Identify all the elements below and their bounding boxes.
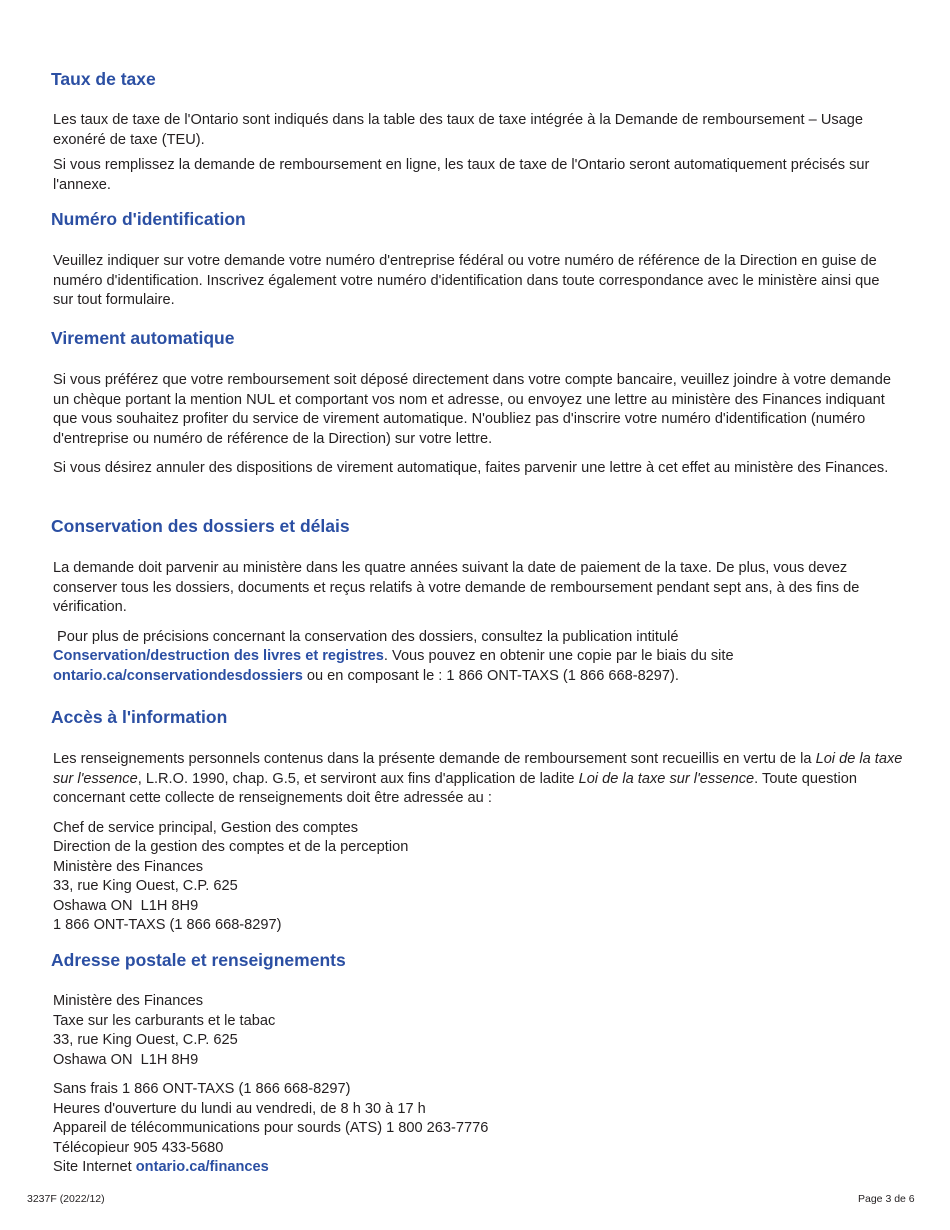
section-access [53, 750, 903, 936]
mailing-address [53, 992, 903, 1070]
finances-website-link[interactable]: ontario.ca/finances [135, 1159, 269, 1175]
tax-rates-paragraph-1: Les taux de taxe de l'Ontario sont indiqués dans la table des taux de taxe intégrée à la Demande de remboursement – Usage exonéré de taxe (TEU). [53, 112, 864, 148]
address-line: Oshawa ON L1H 8H9 [53, 897, 199, 914]
address-line: Ministère des Finances [53, 858, 204, 875]
contact-line: Télécopieur 905 433-5680 [53, 1139, 224, 1156]
heading-direct-deposit: Virement automatique [51, 328, 235, 348]
contact-line: Appareil de télécommunications pour sourds (ATS) 1 800 263-7776 [53, 1120, 489, 1136]
records-paragraph-1: La demande doit parvenir au ministère dans les quatre années suivant la date de paiement de la taxe. De plus, vous devez conserver tous les dossiers, documents et reçus relatifs à votre demande de remboursement pendant sept ans, à des fins de vérification. [53, 560, 860, 615]
access-text-b: , L.R.O. 1990, chap. G.5, et serviront aux fins d'application de ladite [137, 770, 579, 787]
heading-tax-rates: Taux de taxe [51, 69, 156, 89]
access-text-c: . Toute question concernant cette collecte de renseignements doit être adressée au : [53, 770, 857, 806]
access-text-a: Les renseignements personnels contenus dans la présente demande de remboursement sont recueillis en vertu de la [53, 751, 816, 767]
access-contact-address [53, 819, 903, 936]
contact-line: Sans frais 1 866 ONT-TAXS (1 866 668-8297) [53, 1081, 351, 1097]
direct-deposit-paragraph-2: Si vous désirez annuler des dispositions de virement automatique, faites parvenir une lettre à cet effet au ministère des Finances. [53, 460, 889, 476]
direct-deposit-paragraph-1: Si vous préférez que votre remboursement soit déposé directement dans votre compte bancaire, veuillez joindre à votre demande un chèque portant la mention NUL et comportant vos nom et adresse, ou envoyez une lettre au ministère des Finances indiquant que vous souhaitez profiter du service de virement automatique. N'oubliez pas d'inscrire votre numéro d'identification (numéro d'entreprise ou numéro de référence de la Direction) sur votre lettre. [53, 372, 891, 447]
section-records [53, 559, 903, 686]
page-number: Page 3 de 6 [858, 1193, 915, 1205]
heading-access: Accès à l'information [51, 707, 228, 727]
heading-records: Conservation des dossiers et délais [51, 516, 350, 536]
website-line [53, 1158, 903, 1178]
records-intro-text: Pour plus de précisions concernant la conservation des dossiers, consultez la publication intitulé [53, 628, 679, 645]
section-identification [53, 252, 903, 311]
access-law-title-1: Loi de la taxe sur l'essence [53, 751, 903, 787]
records-website-link[interactable]: ontario.ca/conservationdesdossiers [53, 667, 303, 684]
records-publication-link[interactable]: Conservation/destruction des livres et registres [53, 648, 384, 664]
records-middle-text: . Vous pouvez en obtenir une copie par le biais du site [383, 648, 734, 664]
mailing-contact [53, 1080, 903, 1178]
website-label: Site Internet [53, 1159, 136, 1175]
records-phone-text: ou en composant le : 1 866 ONT-TAXS (1 866 668-8297). [302, 667, 679, 684]
address-line: 33, rue King Ouest, C.P. 625 [53, 878, 238, 894]
address-line: Chef de service principal, Gestion des comptes [53, 819, 358, 836]
access-paragraph [53, 750, 903, 809]
section-direct-deposit [53, 371, 903, 479]
contact-line: Heures d'ouverture du lundi au vendredi, de 8 h 30 à 17 h [53, 1100, 426, 1117]
address-line: 1 866 ONT-TAXS (1 866 668-8297) [53, 917, 282, 933]
address-line: 33, rue King Ouest, C.P. 625 [53, 1032, 238, 1048]
address-line: Oshawa ON L1H 8H9 [53, 1051, 199, 1068]
access-law-title-2: Loi de la taxe sur l'essence [578, 770, 755, 787]
form-number: 3237F (2022/12) [27, 1193, 105, 1205]
address-line: Direction de la gestion des comptes et de la perception [53, 839, 409, 855]
address-line: Ministère des Finances [53, 993, 204, 1009]
identification-paragraph: Veuillez indiquer sur votre demande votre numéro d'entreprise fédéral ou votre numéro de référence de la Direction en guise de numéro d'identification. Inscrivez également votre numéro d'identification dans toute correspondance avec le ministère ainsi que sur tout formulaire. [53, 253, 880, 308]
heading-identification: Numéro d'identification [51, 209, 246, 229]
tax-rates-paragraph-2: Si vous remplissez la demande de remboursement en ligne, les taux de taxe de l'Ontario seront automatiquement précisés sur l'annexe. [53, 157, 870, 193]
section-mailing [53, 992, 903, 1178]
section-tax-rates [53, 111, 903, 195]
address-line: Taxe sur les carburants et le tabac [53, 1012, 276, 1029]
heading-mailing: Adresse postale et renseignements [51, 950, 346, 970]
records-paragraph-2 [53, 628, 903, 687]
